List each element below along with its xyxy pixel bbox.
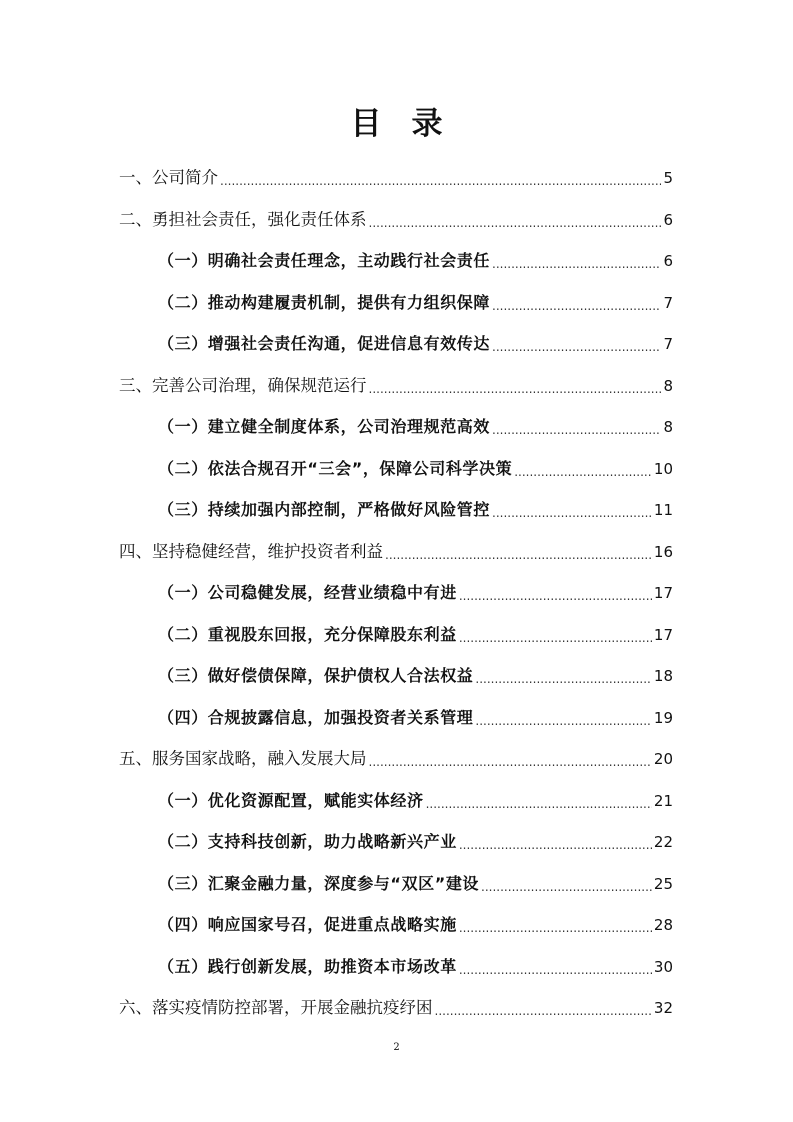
toc-entry-label: （三）做好偿债保障，保护债权人合法权益	[158, 666, 474, 685]
dot-leader	[475, 715, 652, 727]
toc-entry-subsection-5-1[interactable]	[158, 786, 673, 816]
dot-leader	[459, 839, 652, 851]
toc-entry-subsection-4-2[interactable]	[158, 620, 673, 650]
toc-entry-label: （三）持续加强内部控制，严格做好风险管控	[158, 500, 491, 519]
toc-entry-label: （一）优化资源配置，赋能实体经济	[158, 790, 424, 810]
toc-entry-page: 7	[663, 293, 673, 312]
toc-entry-page: 32	[653, 999, 673, 1017]
toc-entry-subsection-2-2[interactable]	[158, 288, 673, 318]
toc-entry-page: 6	[663, 252, 673, 270]
toc-entry-section-1[interactable]	[119, 163, 673, 193]
toc-entry-page: 17	[653, 584, 673, 602]
dot-leader	[369, 756, 652, 768]
toc-entry-subsection-2-3[interactable]	[158, 329, 673, 359]
dot-leader	[369, 383, 662, 395]
dot-leader	[459, 922, 652, 934]
toc-entry-page: 10	[653, 459, 673, 478]
toc-entry-page: 22	[653, 833, 673, 851]
toc-entry-page: 28	[653, 916, 673, 934]
toc-entry-label: 四、坚持稳健经营，维护投资者利益	[119, 541, 383, 561]
dot-leader	[492, 507, 652, 519]
toc-entry-label: 五、服务国家战略，融入发展大局	[119, 749, 367, 768]
toc-entry-page: 8	[663, 376, 673, 395]
toc-entry-page: 30	[653, 957, 673, 976]
toc-entry-label: （二）支持科技创新，助力战略新兴产业	[158, 832, 457, 851]
dot-leader	[459, 632, 652, 644]
dot-leader	[220, 175, 661, 187]
toc-entry-section-5[interactable]	[119, 744, 673, 774]
dot-leader	[492, 341, 661, 353]
toc-entry-label: 六、落实疫情防控部署，开展金融抗疫纾困	[119, 998, 433, 1017]
toc-entry-page: 17	[653, 625, 673, 644]
page-number: 2	[393, 1042, 400, 1053]
toc-entry-label: （三）增强社会责任沟通，促进信息有效传达	[158, 334, 491, 353]
toc-entry-page: 18	[653, 667, 673, 685]
dot-leader	[492, 258, 661, 270]
toc-title-char-2: 录	[411, 106, 443, 142]
dot-leader	[514, 466, 652, 478]
dot-leader	[475, 673, 652, 685]
dot-leader	[492, 300, 661, 312]
toc-entry-page: 16	[653, 542, 673, 561]
toc-entry-label: （二）推动构建履责机制，提供有力组织保障	[158, 292, 491, 312]
dot-leader	[459, 964, 652, 976]
toc-entry-subsection-2-1[interactable]	[158, 246, 673, 276]
dot-leader	[435, 1005, 652, 1017]
toc-entry-section-3[interactable]	[119, 371, 673, 401]
toc-entry-label: （一）公司稳健发展，经营业绩稳中有进	[158, 583, 457, 602]
toc-entry-page: 19	[653, 708, 673, 727]
toc-entry-label: （三）汇聚金融力量，深度参与“双区”建设	[158, 873, 480, 893]
toc-entry-subsection-3-2[interactable]	[158, 454, 673, 484]
toc-entry-label: （四）合规披露信息，加强投资者关系管理	[158, 707, 474, 727]
toc-entry-page: 21	[653, 791, 673, 810]
dot-leader	[492, 424, 661, 436]
toc-entry-label: （五）践行创新发展，助推资本市场改革	[158, 956, 457, 976]
toc-entry-label: 二、勇担社会责任，强化责任体系	[119, 209, 367, 229]
toc-entry-subsection-4-3[interactable]	[158, 661, 673, 691]
toc-entry-label: （一）明确社会责任理念，主动践行社会责任	[158, 251, 491, 270]
toc-entry-subsection-5-5[interactable]	[158, 952, 673, 982]
dot-leader	[481, 881, 652, 893]
toc-entry-page: 6	[663, 210, 673, 229]
dot-leader	[369, 217, 662, 229]
toc-entry-section-6[interactable]	[119, 993, 673, 1023]
toc-entry-page: 5	[663, 169, 673, 187]
toc-title-char-1: 目	[350, 106, 382, 142]
dot-leader	[426, 798, 652, 810]
toc-entry-label: （一）建立健全制度体系，公司治理规范高效	[158, 417, 491, 436]
toc-entry-subsection-3-3[interactable]	[158, 495, 673, 525]
toc-entry-page: 20	[653, 750, 673, 768]
toc-entry-subsection-4-1[interactable]	[158, 578, 673, 608]
toc-entry-section-4[interactable]	[119, 537, 673, 567]
toc-entry-page: 11	[653, 501, 673, 519]
toc-entry-label: 三、完善公司治理，确保规范运行	[119, 375, 367, 395]
toc-entry-subsection-3-1[interactable]	[158, 412, 673, 442]
toc-entry-page: 8	[663, 418, 673, 436]
dot-leader	[459, 590, 652, 602]
toc-entry-subsection-5-2[interactable]	[158, 827, 673, 857]
toc-entry-subsection-4-4[interactable]	[158, 703, 673, 733]
toc-entry-label: （二）重视股东回报，充分保障股东利益	[158, 624, 457, 644]
toc-entry-page: 25	[653, 874, 673, 893]
toc-entry-label: （二）依法合规召开“三会”，保障公司科学决策	[158, 458, 513, 478]
toc-entry-label: （四）响应国家号召，促进重点战略实施	[158, 915, 457, 934]
dot-leader	[385, 549, 652, 561]
toc-title	[0, 102, 793, 146]
toc-entry-page: 7	[663, 335, 673, 353]
toc-entry-subsection-5-4[interactable]	[158, 910, 673, 940]
toc-entry-subsection-5-3[interactable]	[158, 869, 673, 899]
toc-entry-section-2[interactable]	[119, 205, 673, 235]
toc-entry-label: 一、公司简介	[119, 168, 218, 187]
